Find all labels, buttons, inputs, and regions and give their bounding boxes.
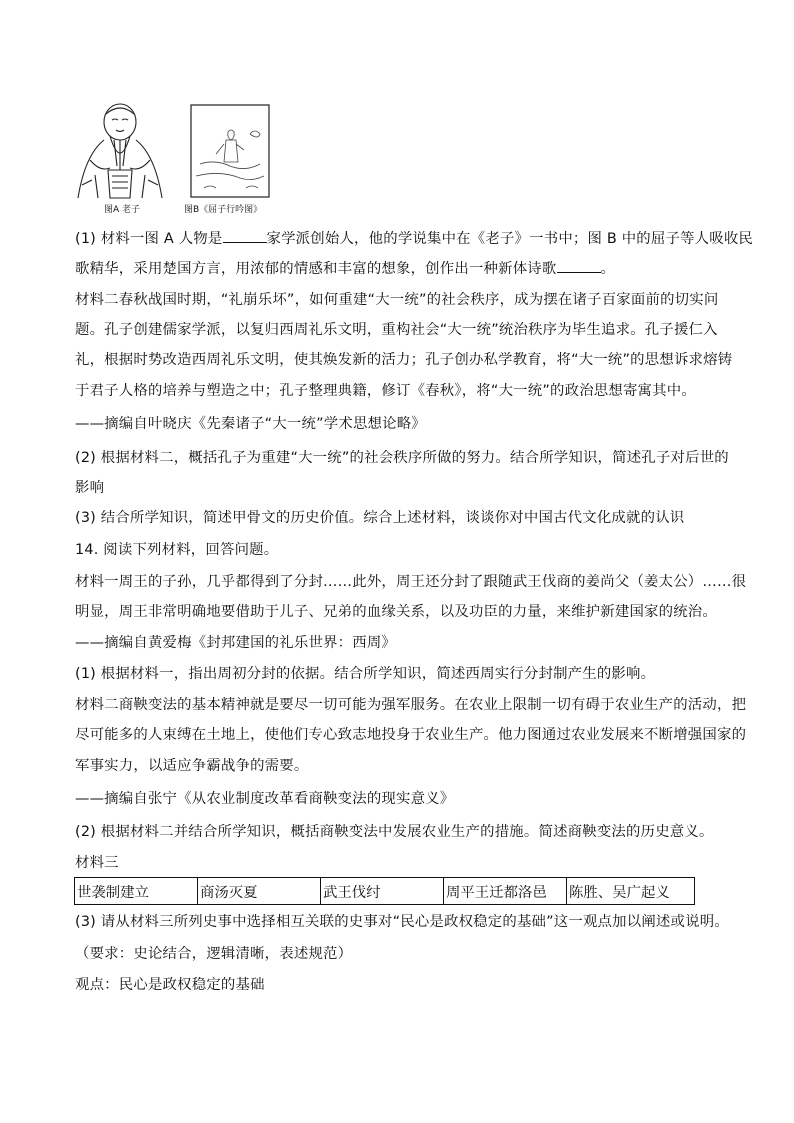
material-2-line: 题。孔子创建儒家学派，以复归西周礼乐文明，重构社会“大一统”统治秩序为毕生追求。孔子援仁入 bbox=[75, 322, 718, 338]
q14-material-2-line: 尽可能多的人束缚在土地上，使他们专心致志地投身于农业生产。他力图通过农业发展来不断增强国家的 bbox=[75, 727, 747, 743]
question-1-line-2: 歌精华，采用楚国方言，用浓郁的情感和丰富的想象，创作出一种新体诗歌 。 bbox=[75, 258, 615, 279]
q14-material-2-source: ——摘编自张宁《从农业制度改革看商鞅变法的现实意义》 bbox=[75, 791, 455, 807]
q14-material-3-label: 材料三 bbox=[75, 855, 119, 871]
figure-a bbox=[70, 100, 170, 215]
figure-b bbox=[184, 104, 270, 216]
question-3: (3) 结合所学知识，简述甲骨文的历史价值。综合上述材料，谈谈你对中国古代文化成就的认识 bbox=[75, 510, 685, 526]
material-2-source: ——摘编自叶晓庆《先秦诸子“大一统”学术思想论略》 bbox=[75, 416, 426, 432]
qu-yuan-painting bbox=[190, 104, 270, 198]
question-2-line: (2) 根据材料二，概括孔子为重建“大一统”的社会秩序所做的努力。结合所学知识，简述孔子对后世的 bbox=[75, 450, 729, 466]
q14-question-3-line: (3) 请从材料三所列史事中选择相互关联的史事对“民心是政权稳定的基础”这一观点加以阐述或说明。 bbox=[75, 914, 729, 930]
table-cell: 陈胜、吴广起义 bbox=[567, 878, 695, 905]
question-1-line-1: (1) 材料一图 A 人物是 家学派创始人，他的学说集中在《老子》一书中；图 B 中的屈子等人吸收民 bbox=[75, 228, 753, 249]
laozi-illustration bbox=[70, 100, 170, 200]
material-3-table bbox=[74, 877, 695, 905]
figure-a-caption: 图A 老子 bbox=[104, 205, 141, 215]
answer-blank-2[interactable] bbox=[557, 258, 601, 273]
q14-question-3-viewpoint: 观点：民心是政权稳定的基础 bbox=[75, 977, 265, 993]
q14-material-2-line: 军事实力，以适应争霸战争的需要。 bbox=[75, 758, 309, 774]
material-2-line: 于君子人格的培养与塑造之中；孔子整理典籍，修订《春秋》，将“大一统”的政治思想寄寓其中。 bbox=[75, 383, 696, 399]
q14-material-1-line: 明显，周王非常明确地要借助于儿子、兄弟的血缘关系，以及功臣的力量，来维护新建国家的统治。 bbox=[75, 604, 717, 620]
figure-b-caption: 图B《屈子行吟图》 bbox=[184, 205, 263, 215]
table-cell: 周平王迁都洛邑 bbox=[444, 878, 567, 905]
q14-material-1-source: ——摘编自黄爱梅《封邦建国的礼乐世界：西周》 bbox=[75, 635, 396, 651]
question-14-title: 14. 阅读下列材料，回答问题。 bbox=[75, 542, 279, 558]
q14-question-3-requirement: （要求：史论结合，逻辑清晰，表述规范） bbox=[75, 946, 353, 962]
q14-question-1: (1) 根据材料一，指出周初分封的依据。结合所学知识，简述西周实行分封制产生的影响。 bbox=[75, 666, 656, 682]
q14-question-2: (2) 根据材料二并结合所学知识，概括商鞅变法中发展农业生产的措施。简述商鞅变法的历史意义。 bbox=[75, 824, 714, 840]
table-cell: 世袭制建立 bbox=[75, 878, 198, 905]
question-2-line: 影响 bbox=[75, 480, 105, 496]
material-2-line: 材料二春秋战国时期，“礼崩乐坏”，如何重建“大一统”的社会秩序，成为摆在诸子百家面前的切实问 bbox=[75, 292, 719, 308]
material-2-line: 礼，根据时势改造西周礼乐文明，使其焕发新的活力；孔子创办私学教育，将“大一统”的思想诉求熔铸 bbox=[75, 352, 733, 368]
q14-material-2-line: 材料二商鞅变法的基本精神就是要尽一切可能为强军服务。在农业上限制一切有碍于农业生产的活动，把 bbox=[75, 697, 747, 713]
table-row bbox=[75, 878, 695, 905]
answer-blank-1[interactable] bbox=[223, 228, 267, 243]
q14-material-1-line: 材料一周王的子孙，几乎都得到了分封……此外，周王还分封了跟随武王伐商的姜尚父（姜太公）……很 bbox=[75, 574, 747, 590]
table-cell: 商汤灭夏 bbox=[198, 878, 321, 905]
table-cell: 武王伐纣 bbox=[321, 878, 444, 905]
